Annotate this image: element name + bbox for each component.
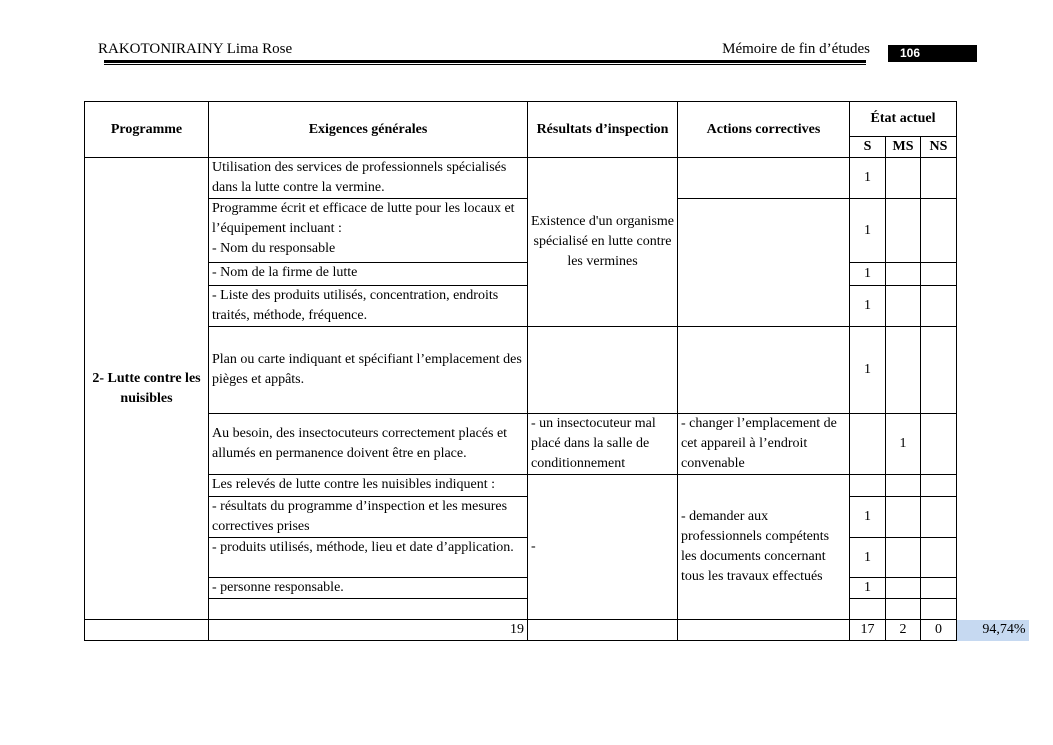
col-header-resultats: Résultats d’inspection xyxy=(528,102,678,158)
col-header-s: S xyxy=(850,137,886,158)
score-ns xyxy=(921,414,957,475)
score-s xyxy=(850,599,886,620)
total-percentage: 94,74% xyxy=(957,620,1029,641)
score-s: 1 xyxy=(850,538,886,578)
score-ns xyxy=(921,158,957,199)
score-ms xyxy=(886,578,921,599)
table-row-exigence: Programme écrit et efficace de lutte pour les locaux et l’équipement incluant : - Nom du responsable xyxy=(209,199,528,263)
total-ns: 0 xyxy=(921,620,957,641)
table-row-exigence: - résultats du programme d’inspection et les mesures correctives prises xyxy=(209,497,528,538)
total-s: 17 xyxy=(850,620,886,641)
totals-actions xyxy=(678,620,850,641)
header-rule xyxy=(104,60,866,63)
programme-cell: 2- Lutte contre les nuisibles xyxy=(85,158,209,620)
score-s: 1 xyxy=(850,578,886,599)
score-ns xyxy=(921,578,957,599)
total-ms: 2 xyxy=(886,620,921,641)
table-row-exigence: Au besoin, des insectocuteurs correctement placés et allumés en permanence doivent être en place. xyxy=(209,414,528,475)
action-cell-merged xyxy=(678,199,850,327)
score-s: 1 xyxy=(850,286,886,327)
score-s: 1 xyxy=(850,327,886,414)
score-s xyxy=(850,475,886,497)
score-ms xyxy=(886,538,921,578)
action-cell xyxy=(678,158,850,199)
score-ns xyxy=(921,497,957,538)
score-ms xyxy=(886,497,921,538)
score-s: 1 xyxy=(850,497,886,538)
col-header-exigences: Exigences générales xyxy=(209,102,528,158)
total-exigences: 19 xyxy=(209,620,528,641)
evaluation-table xyxy=(84,101,1029,641)
action-cell xyxy=(678,327,850,414)
score-ms xyxy=(886,158,921,199)
col-header-ms: MS xyxy=(886,137,921,158)
score-ns xyxy=(921,475,957,497)
score-ns xyxy=(921,263,957,286)
score-s: 1 xyxy=(850,199,886,263)
score-ms xyxy=(886,327,921,414)
header-rule-thin xyxy=(104,64,866,65)
col-header-ns: NS xyxy=(921,137,957,158)
action-cell: - changer l’emplacement de cet appareil à l’endroit convenable xyxy=(678,414,850,475)
score-s: 1 xyxy=(850,263,886,286)
score-ns xyxy=(921,199,957,263)
col-header-actions: Actions correctives xyxy=(678,102,850,158)
table-row-exigence: Plan ou carte indiquant et spécifiant l’emplacement des pièges et appâts. xyxy=(209,327,528,414)
table-row-exigence: - personne responsable. xyxy=(209,578,528,599)
score-ns xyxy=(921,327,957,414)
score-ns xyxy=(921,286,957,327)
table-row-exigence: - Nom de la firme de lutte xyxy=(209,263,528,286)
score-ms xyxy=(886,199,921,263)
table-row-exigence xyxy=(209,599,528,620)
resultat-cell xyxy=(528,327,678,414)
action-merged-bottom: - demander aux professionnels compétents les documents concernant tous les travaux effectués xyxy=(678,475,850,620)
col-header-programme: Programme xyxy=(85,102,209,158)
resultat-cell: - un insectocuteur mal placé dans la salle de conditionnement xyxy=(528,414,678,475)
score-ms xyxy=(886,475,921,497)
header-author: RAKOTONIRAINY Lima Rose xyxy=(98,41,293,57)
score-ns xyxy=(921,599,957,620)
score-ms: 1 xyxy=(886,414,921,475)
score-ms xyxy=(886,286,921,327)
score-ns xyxy=(921,538,957,578)
table-row-exigence: Les relevés de lutte contre les nuisibles indiquent : xyxy=(209,475,528,497)
score-ms xyxy=(886,599,921,620)
table-row-exigence: - Liste des produits utilisés, concentration, endroits traités, méthode, fréquence. xyxy=(209,286,528,327)
resultat-merged-top: Existence d'un organisme spécialisé en lutte contre les vermines xyxy=(528,158,678,327)
page-number: 106 xyxy=(888,45,977,62)
score-ms xyxy=(886,263,921,286)
col-header-etat: État actuel xyxy=(850,102,957,137)
header-document-title: Mémoire de fin d’études xyxy=(722,41,870,57)
totals-programme xyxy=(85,620,209,641)
resultat-merged-bottom: - xyxy=(528,475,678,620)
table-row-exigence: Utilisation des services de professionnels spécialisés dans la lutte contre la vermine. xyxy=(209,158,528,199)
score-s: 1 xyxy=(850,158,886,199)
table-row-exigence: - produits utilisés, méthode, lieu et date d’application. xyxy=(209,538,528,578)
totals-resultats xyxy=(528,620,678,641)
score-s xyxy=(850,414,886,475)
